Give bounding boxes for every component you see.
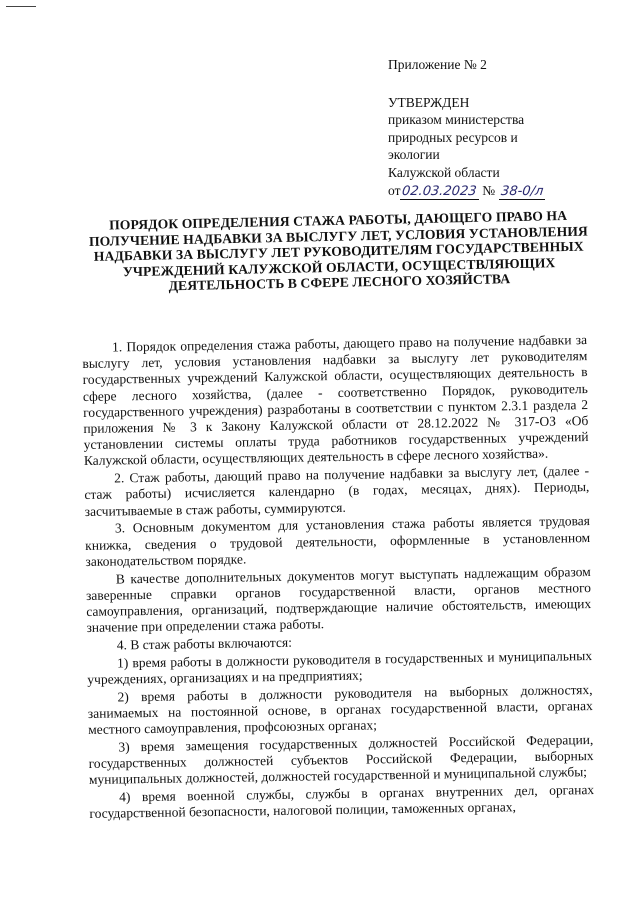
number-sign: №	[482, 182, 496, 198]
paragraph: 4. В стаж работы включаются:	[116, 634, 293, 653]
approval-line: природных ресурсов и	[388, 129, 518, 145]
approval-line: приказом министерства	[388, 112, 525, 128]
document-body	[82, 332, 595, 824]
handwritten-number: 38-0/л	[499, 183, 544, 199]
approval-block	[388, 56, 623, 200]
paragraph: 2) время работы в должности руководителя на выборных должностях, занимаемых на постоянной основе, в органах государственной власти, органах местного самоуправления, профсоюзных органах;	[87, 681, 593, 738]
handwritten-date: 02.03.2023	[401, 183, 478, 199]
paragraph: 4) время военной службы, службы в органах внутренних дел, органах государственной безопасности, налоговой полиции, таможенных органах,	[89, 782, 595, 822]
appendix-label: Приложение № 2	[388, 57, 487, 72]
approval-line: Калужской области	[388, 164, 500, 180]
paragraph: 1. Порядок определения стажа работы, дающего право на получение надбавки за выслугу лет, условия установления надбавки за выслугу лет руководителям государственных учреждений Калужской области, осуществляющих деятельность в сфере лесного хозяйства, (далее - соответственно Порядок, руководитель государственного учреждения) разработаны в соответствии с пунктом 2.3.1 раздела 2 приложения № 3 к Закону Калужской области от 28.12.2022 № 317-ОЗ «Об установлении системы оплаты труда работников государственных учреждений Калужской области, осуществляющих деятельность в сфере лесного хозяйства».	[82, 332, 589, 469]
document-title: ПОРЯДОК ОПРЕДЕЛЕНИЯ СТАЖА РАБОТЫ, ДАЮЩЕГО ПРАВО НА ПОЛУЧЕНИЕ НАДБАВКИ ЗА ВЫСЛУГУ ЛЕТ, УСЛОВИЯ УСТАНОВЛЕНИЯ НАДБАВКИ ЗА ВЫСЛУГУ ЛЕТ РУКОВОДИТЕЛЯМ ГОСУДАРСТВЕННЫХ УЧРЕЖДЕНИЙ КАЛУЖСКОЙ ОБЛАСТИ, ОСУЩЕСТВЛЯЮЩИХ ДЕЯТЕЛЬНОСТЬ В СФЕРЕ ЛЕСНОГО ХОЗЯЙСТВА	[88, 207, 589, 294]
paragraph: 1) время работы в должности руководителя в государственных и муниципальных учреждениях, организациях и на предприятиях;	[87, 647, 593, 687]
approved-label: УТВЕРЖДЕН	[388, 94, 470, 110]
order-date-line	[388, 182, 623, 200]
approval-line: экологии	[388, 147, 440, 163]
paragraph: В качестве дополнительных документов могут выступать надлежащим образом заверенные справки органов государственной власти, органов местного самоуправления, организаций, подтверждающие наличие обстоятельств, имеющих значение при определении стажа работы.	[85, 563, 592, 636]
paragraph: 2. Стаж работы, дающий право на получение надбавки за выслугу лет, (далее - стаж работы) исчисляется календарно (в годах, месяцах, днях). Периоды, засчитываемые в стаж работы, суммируются.	[84, 463, 590, 519]
corner-mark	[6, 6, 36, 7]
date-prefix: от	[388, 182, 401, 198]
paragraph: 3. Основным документом для установления стажа работы является трудовая книжка, сведения о трудовой деятельности, оформленные в установленном законодательством порядке.	[85, 513, 591, 569]
paragraph: 3) время замещения государственных должностей Российской Федерации, государственных должностей субъектов Российской Федерации, выборных муниципальных должностей, должностей государственной и муниципальной службы;	[88, 732, 594, 788]
